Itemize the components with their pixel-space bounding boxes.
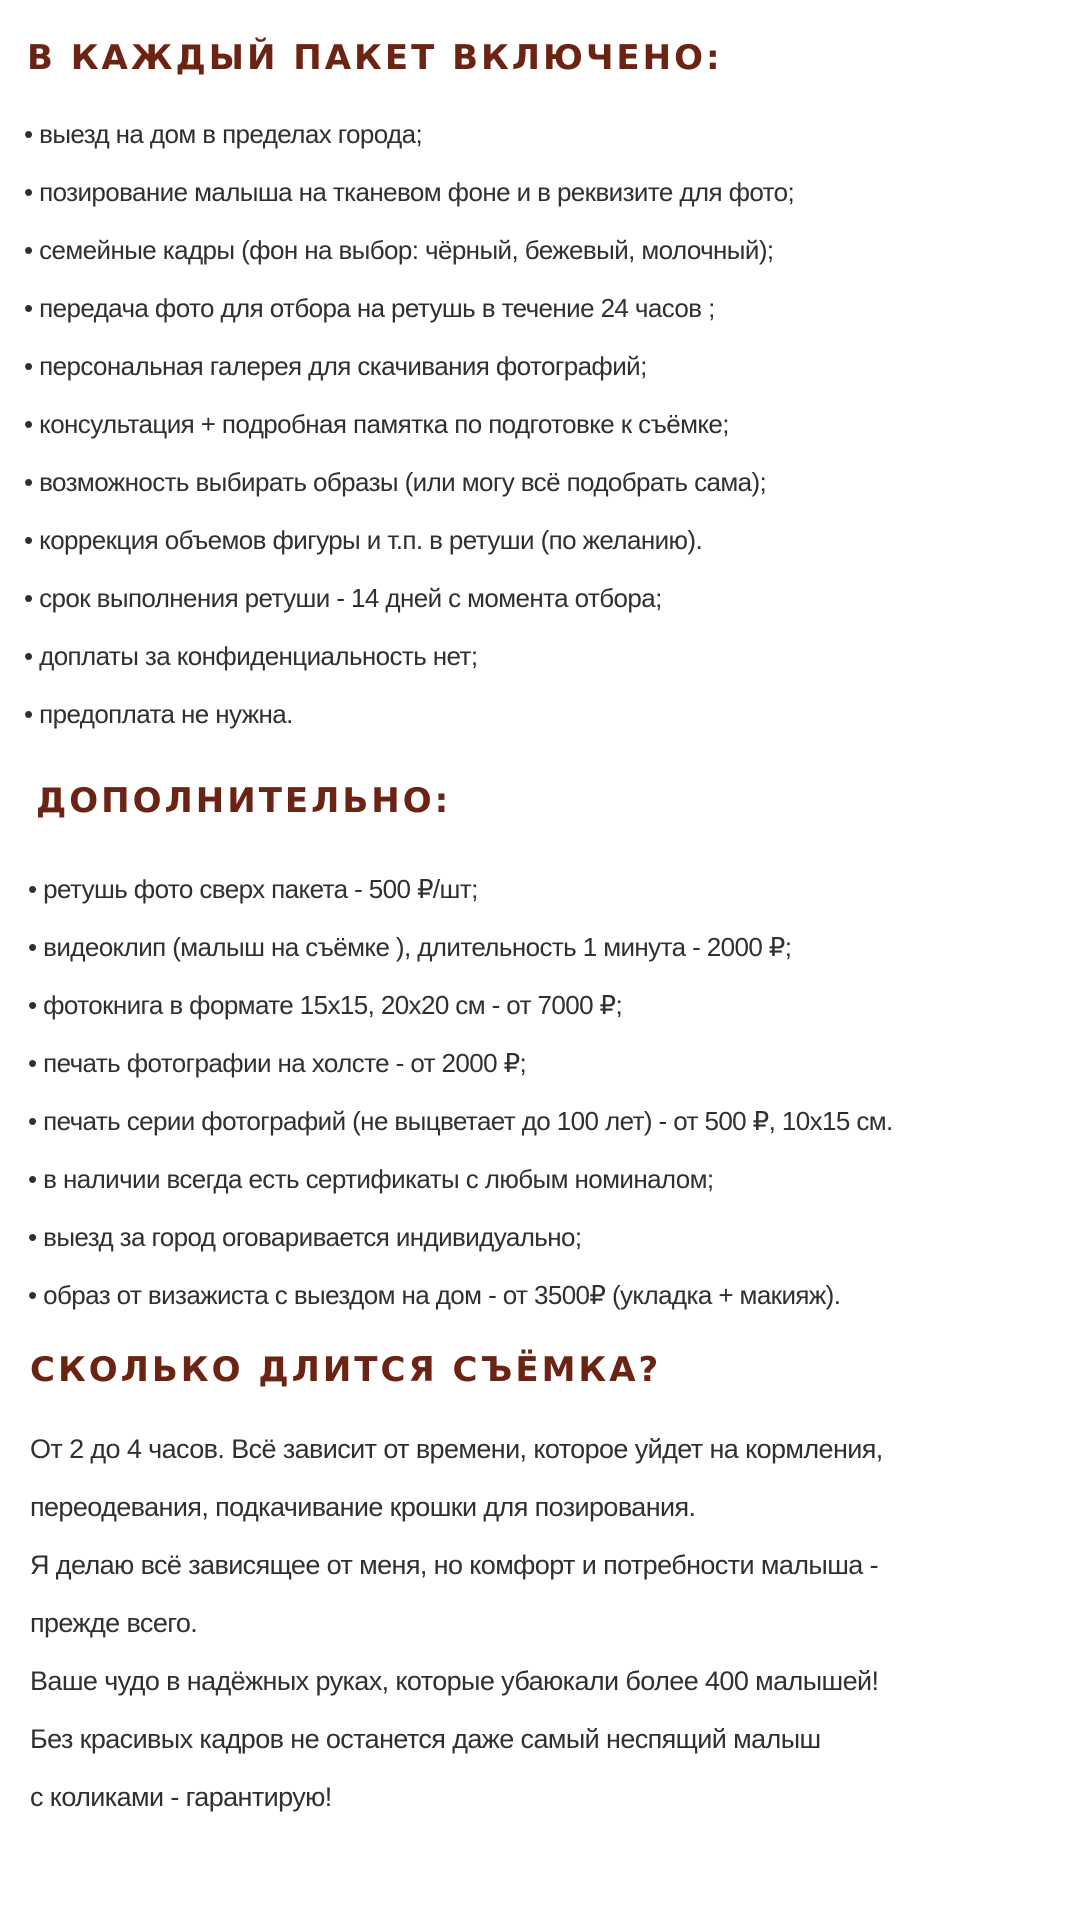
paragraph-line: От 2 до 4 часов. Всё зависит от времени, которое уйдет на кормления, <box>30 1434 883 1464</box>
included-list <box>24 105 794 743</box>
included-item: • семейные кадры (фон на выбор: чёрный, бежевый, молочный); <box>24 235 774 265</box>
additional-item: • ретушь фото сверх пакета - 500 ₽/шт; <box>28 874 478 904</box>
included-heading: В КАЖДЫЙ ПАКЕТ ВКЛЮЧЕНО: <box>27 38 723 78</box>
included-item: • коррекция объемов фигуры и т.п. в ретуши (по желанию). <box>24 525 703 555</box>
included-item: • передача фото для отбора на ретушь в течение 24 часов ; <box>24 293 715 323</box>
paragraph-line: Я делаю всё зависящее от меня, но комфорт и потребности малыша - <box>30 1550 878 1580</box>
additional-item: • печать серии фотографий (не выцветает до 100 лет) - от 500 ₽, 10х15 см. <box>28 1106 893 1136</box>
included-item: • персональная галерея для скачивания фотографий; <box>24 351 647 381</box>
duration-paragraph <box>30 1420 883 1826</box>
duration-heading: СКОЛЬКО ДЛИТСЯ СЪЁМКА? <box>30 1350 662 1390</box>
included-item: • консультация + подробная памятка по подготовке к съёмке; <box>24 409 729 439</box>
included-item: • доплаты за конфиденциальность нет; <box>24 641 478 671</box>
paragraph-line: переодевания, подкачивание крошки для позирования. <box>30 1492 696 1522</box>
additional-item: • печать фотографии на холсте - от 2000 ₽; <box>28 1048 527 1078</box>
included-item: • срок выполнения ретуши - 14 дней с момента отбора; <box>24 583 662 613</box>
additional-heading: ДОПОЛНИТЕЛЬНО: <box>36 781 452 821</box>
additional-item: • в наличии всегда есть сертификаты с любым номиналом; <box>28 1164 714 1194</box>
paragraph-line: прежде всего. <box>30 1608 198 1638</box>
paragraph-line: Ваше чудо в надёжных руках, которые убаюкали более 400 малышей! <box>30 1666 879 1696</box>
paragraph-line: с коликами - гарантирую! <box>30 1782 332 1812</box>
paragraph-line: Без красивых кадров не останется даже самый неспящий малыш <box>30 1724 821 1754</box>
included-item: • выезд на дом в пределах города; <box>24 119 423 149</box>
additional-item: • образ от визажиста с выездом на дом - от 3500₽ (укладка + макияж). <box>28 1280 841 1310</box>
included-item: • предоплата не нужна. <box>24 699 293 729</box>
included-item: • возможность выбирать образы (или могу всё подобрать сама); <box>24 467 767 497</box>
included-item: • позирование малыша на тканевом фоне и в реквизите для фото; <box>24 177 795 207</box>
additional-item: • фотокнига в формате 15х15, 20х20 см - от 7000 ₽; <box>28 990 623 1020</box>
additional-item: • выезд за город оговаривается индивидуально; <box>28 1222 582 1252</box>
additional-item: • видеоклип (малыш на съёмке ), длительность 1 минута - 2000 ₽; <box>28 932 792 962</box>
additional-list <box>28 860 893 1324</box>
